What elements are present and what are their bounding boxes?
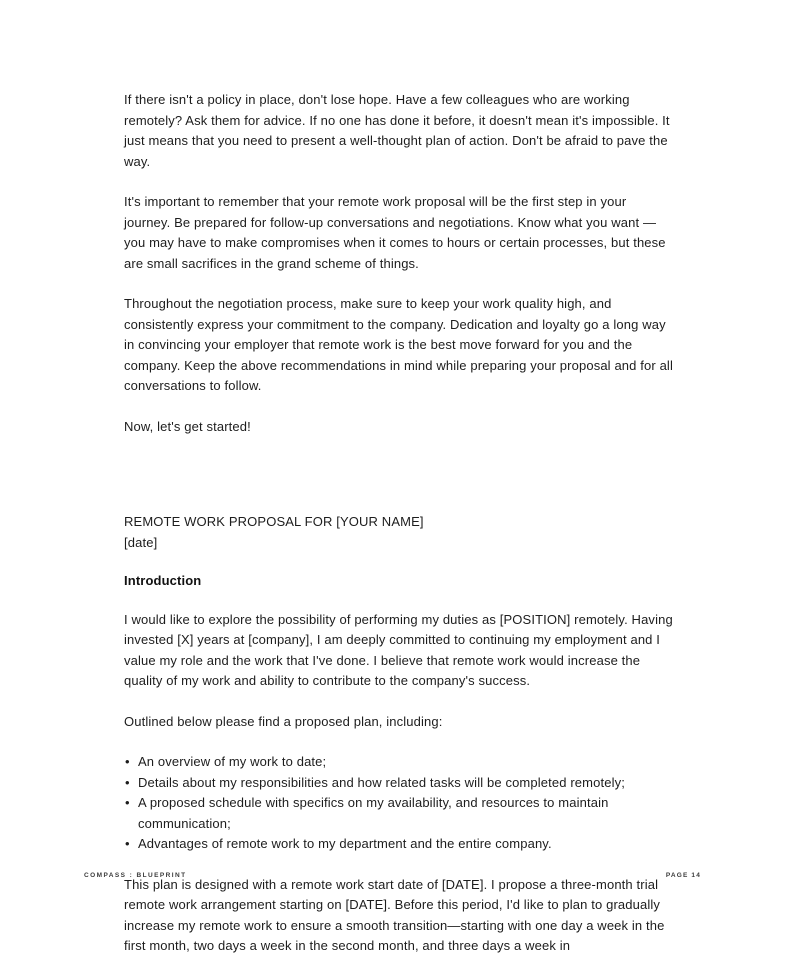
footer-page-number: PAGE 14 xyxy=(665,871,701,879)
paragraph-first-step: It's important to remember that your remote work proposal will be the first step in your journey. Be prepared for follow-up conversations and negotiations. Know what you want — you may have to make compromises when it comes to hours or certain processes, but these are small sacrifices in the grand scheme of things. xyxy=(124,194,666,271)
paragraph-outline-lead: Outlined below please find a proposed plan, including: xyxy=(124,713,443,729)
list-item-label: Details about my responsibilities and how related tasks will be completed remotely; xyxy=(138,774,625,790)
list-item xyxy=(124,752,674,773)
proposal-title: REMOTE WORK PROPOSAL FOR [YOUR NAME] xyxy=(124,514,424,529)
bullet-icon: • xyxy=(125,795,130,810)
footer-brand-label: COMPASS : BLUEPRINT xyxy=(84,871,187,879)
paragraph-negotiation-process: Throughout the negotiation process, make sure to keep your work quality high, and consistently express your commitment to the company. Dedication and loyalty go a long way in convincing your employer that remote work is the best move forward for you and the company. Keep the above recommendations in mind while preparing your proposal and for all conversations to follow. xyxy=(124,296,673,393)
list-item xyxy=(124,773,674,794)
paragraph-introduction: I would like to explore the possibility of performing my duties as [POSITION] remotely. Having invested [X] years at [company], I am deeply committed to continuing my employment and I value my role and the work that I've done. I believe that remote work would increase the quality of my work and ability to contribute to the company's success. xyxy=(124,611,673,688)
list-item-label: An overview of my work to date; xyxy=(138,754,327,769)
title-spacer xyxy=(124,553,674,571)
outline-list xyxy=(124,752,674,855)
section-heading-introduction: Introduction xyxy=(124,573,202,588)
paragraph-trial-plan: This plan is designed with a remote work start date of [DATE]. I propose a three-month trial remote work arrangement starting on [DATE]. Before this period, I'd like to plan to gradually increase my remote work to ensure a smooth transition—starting with one day a week in the first month, two days a week in the second month, and three days a week in xyxy=(124,876,665,953)
page-content xyxy=(124,90,674,957)
page-footer xyxy=(84,868,701,882)
heading-spacer xyxy=(124,592,674,610)
list-item-label: Advantages of remote work to my department and the entire company. xyxy=(138,836,552,851)
list-item-label: A proposed schedule with specifics on my availability, and resources to maintain communication; xyxy=(138,795,609,831)
bullet-icon: • xyxy=(125,754,130,769)
section-spacer xyxy=(124,457,674,512)
bullet-icon: • xyxy=(125,774,130,790)
proposal-date: [date] xyxy=(124,534,158,550)
paragraph-policy-advice: If there isn't a policy in place, don't lose hope. Have a few colleagues who are working remotely? Ask them for advice. If no one has done it before, it doesn't mean it's impossible. It just means that you need to present a well-thought plan of action. Don't be afraid to pave the way. xyxy=(124,92,670,169)
list-item xyxy=(124,834,674,855)
paragraph-get-started: Now, let's get started! xyxy=(124,418,251,434)
list-item xyxy=(124,793,674,834)
bullet-icon: • xyxy=(125,836,130,851)
